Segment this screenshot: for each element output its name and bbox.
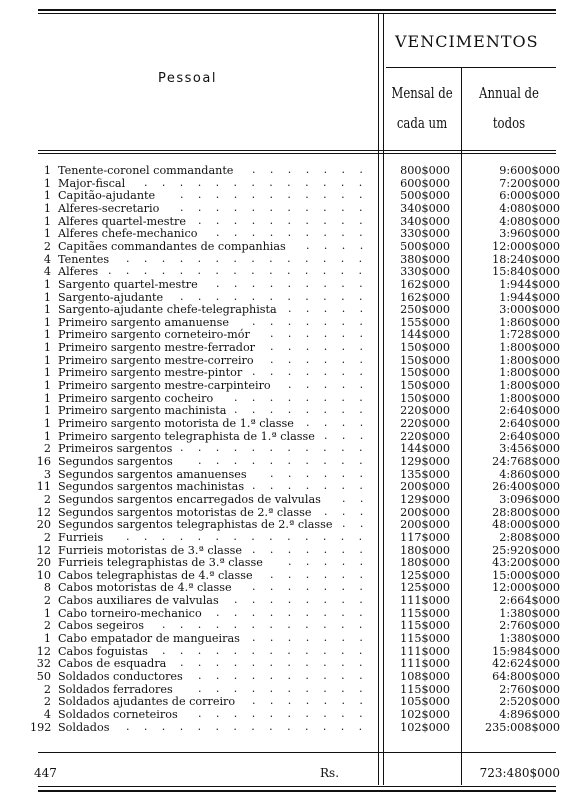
pessoal-heading: Pessoal [158,71,217,86]
row-monthly: 200$000 [400,480,450,494]
row-description: Capitães commandantes de companhias [58,239,286,253]
row-description: Capitão-ajudante [58,189,156,203]
row-description: Sargento-ajudante chefe-telegraphista [58,303,277,317]
row-description: Primeiro sargento corneteiro-mór [58,328,250,342]
row-quantity: 1 [43,429,51,443]
row-quantity: 20 [36,556,51,570]
leader-dots: ............. [144,175,377,189]
leader-dots: ....... [252,542,378,556]
header-bottom-rule [38,150,556,151]
leader-dots: ......... [216,226,378,240]
leader-dots: ....... [252,631,378,645]
row-quantity: 1 [43,391,51,405]
row-description: Soldados [58,720,110,734]
leader-dots: ...... [270,340,378,354]
leader-dots: ..... [288,378,378,392]
row-annual: 25:920$000 [492,543,560,557]
row-quantity: 1 [43,214,51,228]
row-description: Furrieis telegraphistas de 3.ª classe [58,556,263,570]
row-description: Furrieis [58,530,104,544]
row-description: Primeiro sargento amanuense [58,315,229,329]
leader-dots: ....... [252,314,378,328]
vencimentos-title: VENCIMENTOS [395,32,539,51]
row-description: Primeiro sargento motorista de 1.ª classe [58,417,294,430]
leader-dots: .......... [198,213,377,227]
row-description: Cabos de esquadra [58,657,167,671]
row-quantity: 1 [43,353,51,367]
row-description: Soldados ferradores [58,682,173,696]
mensal-header [391,78,453,138]
leader-dots: ....... [252,365,378,379]
row-annual: 1:860$000 [499,315,560,329]
row-quantity: 10 [36,568,51,582]
row-annual: 2:640$000 [499,429,560,443]
row-quantity: 1 [43,290,51,304]
row-description: Cabos motoristas de 4.ª classe [58,581,232,595]
row-monthly: 129$000 [400,454,450,468]
row-monthly: 102$000 [400,720,450,734]
row-quantity: 1 [43,227,51,241]
row-quantity: 2 [43,594,51,608]
row-monthly: 180$000 [400,543,450,557]
row-monthly: 200$000 [400,505,450,519]
row-quantity: 2 [43,442,51,456]
row-monthly: 102$000 [400,707,450,721]
leader-dots: ............ [162,618,377,632]
leader-dots: .... [306,238,378,252]
row-description: Primeiro sargento mestre-ferrador [58,341,256,355]
leader-dots: .......... [198,669,377,682]
leader-dots: ........ [234,593,378,607]
row-quantity: 1 [43,404,51,418]
row-quantity: 1 [43,189,51,203]
bottom-rule [38,786,556,787]
table-row [0,228,587,240]
row-monthly: 125$000 [400,568,450,582]
row-annual: 1:800$000 [499,341,560,355]
row-annual: 1:800$000 [499,353,560,367]
row-annual: 2:520$000 [499,695,560,709]
row-description: Cabo torneiro-mechanico [58,606,202,620]
leader-dots: ...... [270,466,378,480]
row-monthly: 144$000 [400,442,450,456]
row-quantity: 1 [43,201,51,215]
leader-dots: .............. [126,529,377,543]
row-monthly: 500$000 [400,189,450,203]
row-annual: 12:000$000 [492,581,560,595]
leader-dots: ........ [234,403,378,417]
row-annual: 1:380$000 [499,632,560,646]
row-quantity: 2 [43,492,51,506]
leader-dots: ..... [288,555,378,569]
leader-dots: ...... [270,567,378,581]
row-annual: 3:096$000 [499,492,560,506]
row-quantity: 1 [43,379,51,393]
row-quantity: 2 [43,619,51,633]
row-quantity: 1 [43,315,51,329]
table-row [0,418,587,430]
row-monthly: 111$000 [400,644,450,658]
row-quantity: 50 [36,670,51,683]
row-quantity: 12 [36,505,51,519]
leader-dots: ......... [216,276,378,290]
total-quantity: 447 [34,766,57,780]
row-monthly: 600$000 [400,176,450,190]
row-description: Segundos sargentos encarregados de valvulas [58,492,321,506]
row-description: Major-fiscal [58,176,126,190]
row-quantity: 1 [43,632,51,646]
row-monthly: 200$000 [400,518,450,532]
annual-header-line1: Annual de [479,84,539,102]
row-description: Primeiro sargento mestre-carpinteiro [58,379,271,393]
row-description: Tenentes [58,252,110,266]
leader-dots: ...... [270,352,378,366]
row-quantity: 4 [43,707,51,721]
leader-dots: ....... [252,163,378,176]
row-quantity: 2 [43,530,51,544]
row-annual: 2:664$000 [499,594,560,608]
row-monthly: 162$000 [400,277,450,291]
table-row [0,504,587,519]
row-quantity: 1 [43,341,51,355]
leader-dots: ........... [180,289,377,303]
leader-dots: ........... [180,656,377,670]
row-annual: 2:760$000 [499,619,560,633]
row-description: Alferes chefe-mechanico [58,227,198,241]
row-monthly: 150$000 [400,379,450,393]
row-monthly: 144$000 [400,328,450,342]
row-description: Cabos auxiliares de valvulas [58,594,219,608]
row-description: Cabo empatador de mangueiras [58,632,240,646]
row-description: Primeiro sargento mestre-pintor [58,366,243,380]
leader-dots: ... [324,428,378,442]
table-row [0,719,587,734]
row-annual: 3:000$000 [499,303,560,317]
row-annual: 6:000$000 [499,189,560,203]
row-annual: 9:600$000 [499,164,560,177]
row-annual: 1:944$000 [499,277,560,291]
row-annual: 43:200$000 [492,556,560,570]
row-annual: 15:840$000 [492,265,560,279]
leader-dots: ........ [234,390,378,404]
annual-header [472,78,545,138]
row-annual: 18:240$000 [492,252,560,266]
rs-label: Rs. [320,766,340,780]
leader-dots: .. [342,491,378,505]
row-monthly: 162$000 [400,290,450,304]
row-annual: 1:800$000 [499,391,560,405]
row-description: Alferes [58,265,99,279]
row-description: Cabos segeiros [58,619,144,633]
mensal-header-line1: Mensal de [391,84,453,102]
row-monthly: 155$000 [400,315,450,329]
row-monthly: 150$000 [400,353,450,367]
row-monthly: 340$000 [400,214,450,228]
row-monthly: 115$000 [400,606,450,620]
row-quantity: 32 [36,657,51,671]
leader-dots: .............. [126,251,377,265]
leader-dots: ....... [252,479,378,493]
row-monthly: 135$000 [400,467,450,481]
leader-dots: ...... [270,327,378,341]
row-annual: 1:800$000 [499,379,560,393]
row-quantity: 3 [43,467,51,481]
row-annual: 4:080$000 [499,201,560,215]
leader-dots: ....... [252,580,378,594]
leader-dots: ............ [162,643,377,657]
row-description: Alferes quartel-mestre [58,214,186,228]
leader-dots: ......... [216,605,378,619]
row-description: Sargento quartel-mestre [58,277,198,291]
table-row [0,491,587,506]
row-monthly: 115$000 [400,619,450,633]
row-annual: 2:808$000 [499,530,560,544]
row-description: Segundos sargentos telegraphistas de 2.ª classe [58,518,333,532]
row-monthly: 111$000 [400,657,450,671]
row-monthly: 220$000 [400,404,450,418]
table-row [0,405,587,417]
row-annual: 4:860$000 [499,467,560,481]
row-monthly: 117$000 [400,530,450,544]
row-annual: 4:080$000 [499,214,560,228]
row-monthly: 105$000 [400,695,450,709]
table-row [0,481,587,493]
row-annual: 48:000$000 [492,518,560,532]
leader-dots: .......... [198,453,377,467]
row-quantity: 4 [43,252,51,266]
row-description: Soldados conductores [58,670,183,683]
total-rule [38,752,556,753]
row-monthly: 180$000 [400,556,450,570]
row-description: Cabos foguistas [58,644,148,658]
row-quantity: 1 [43,366,51,380]
row-annual: 42:624$000 [492,657,560,671]
row-monthly: 250$000 [400,303,450,317]
row-annual: 64:800$000 [492,670,560,683]
row-description: Segundos sargentos [58,454,173,468]
row-monthly: 380$000 [400,252,450,266]
row-monthly: 220$000 [400,429,450,443]
leader-dots: .... [306,416,378,429]
row-description: Segundos sargentos machinistas [58,480,245,494]
annual-header-line2: todos [492,114,526,132]
leader-dots: ........... [180,441,377,455]
leader-dots: .. [342,517,378,531]
row-annual: 2:640$000 [499,417,560,430]
row-quantity: 2 [43,695,51,709]
row-monthly: 800$000 [400,164,450,177]
row-monthly: 150$000 [400,391,450,405]
row-quantity: 20 [36,518,51,532]
row-description: Tenente-coronel commandante [58,164,234,177]
row-monthly: 108$000 [400,670,450,683]
row-quantity: 12 [36,644,51,658]
row-description: Cabos telegraphistas de 4.ª classe [58,568,253,582]
row-annual: 2:640$000 [499,404,560,418]
row-monthly: 340$000 [400,201,450,215]
row-monthly: 115$000 [400,682,450,696]
row-description: Sargento-ajudante [58,290,164,304]
row-description: Primeiro sargento telegraphista de 1.ª classe [58,429,315,443]
leader-dots: ........... [180,188,377,202]
row-quantity: 12 [36,543,51,557]
row-description: Alferes-secretario [58,201,160,215]
row-monthly: 150$000 [400,341,450,355]
row-monthly: 330$000 [400,265,450,279]
leader-dots: .......... [198,681,377,695]
row-quantity: 1 [43,417,51,430]
row-description: Primeiro sargento mestre-correiro [58,353,254,367]
leader-dots: .......... [198,706,377,720]
row-description: Soldados ajudantes de correiro [58,695,236,709]
row-annual: 26:400$000 [492,480,560,494]
total-annual: 723:480$000 [479,766,560,780]
row-annual: 24:768$000 [492,454,560,468]
leader-dots: ............... [108,264,377,278]
row-annual: 28:800$000 [492,505,560,519]
row-quantity: 1 [43,176,51,190]
row-monthly: 111$000 [400,594,450,608]
row-quantity: 192 [30,720,52,734]
row-quantity: 16 [36,454,51,468]
row-quantity: 1 [43,328,51,342]
row-monthly: 220$000 [400,417,450,430]
leader-dots: ... [324,504,378,518]
row-annual: 1:800$000 [499,366,560,380]
row-annual: 3:960$000 [499,227,560,241]
row-monthly: 125$000 [400,581,450,595]
row-description: Primeiro sargento cocheiro [58,391,214,405]
row-description: Soldados corneteiros [58,707,178,721]
row-annual: 12:000$000 [492,239,560,253]
row-quantity: 2 [43,682,51,696]
row-monthly: 330$000 [400,227,450,241]
row-annual: 2:760$000 [499,682,560,696]
row-annual: 1:380$000 [499,606,560,620]
row-quantity: 1 [43,606,51,620]
row-monthly: 115$000 [400,632,450,646]
row-annual: 1:728$000 [499,328,560,342]
row-monthly: 500$000 [400,239,450,253]
row-quantity: 1 [43,277,51,291]
row-quantity: 4 [43,265,51,279]
row-annual: 3:456$000 [499,442,560,456]
row-description: Primeiros sargentos [58,442,173,456]
row-annual: 235:008$000 [485,720,560,734]
row-quantity: 1 [43,164,51,177]
leader-dots: .............. [126,719,377,733]
row-quantity: 8 [43,581,51,595]
row-quantity: 1 [43,303,51,317]
leader-dots: ........... [180,200,377,214]
row-quantity: 2 [43,239,51,253]
vencimentos-rule [386,67,556,68]
row-description: Furrieis motoristas de 3.ª classe [58,543,242,557]
mensal-header-line2: cada um [396,114,448,132]
row-description: Segundos sargentos motoristas de 2.ª classe [58,505,312,519]
header-bottom-rule-2 [38,153,556,154]
row-annual: 4:896$000 [499,707,560,721]
row-annual: 15:000$000 [492,568,560,582]
row-monthly: 150$000 [400,366,450,380]
row-annual: 15:984$000 [492,644,560,658]
leader-dots: ..... [288,302,378,316]
row-annual: 7:200$000 [499,176,560,190]
row-description: Primeiro sargento machinista [58,404,227,418]
leader-dots: ....... [252,694,378,708]
bottom-rule-thick [38,790,556,792]
row-annual: 1:944$000 [499,290,560,304]
row-monthly: 129$000 [400,492,450,506]
row-description: Segundos sargentos amanuenses [58,467,247,481]
top-rule-thin [38,13,556,14]
top-rule-thick [38,9,556,11]
row-quantity: 11 [36,480,51,494]
